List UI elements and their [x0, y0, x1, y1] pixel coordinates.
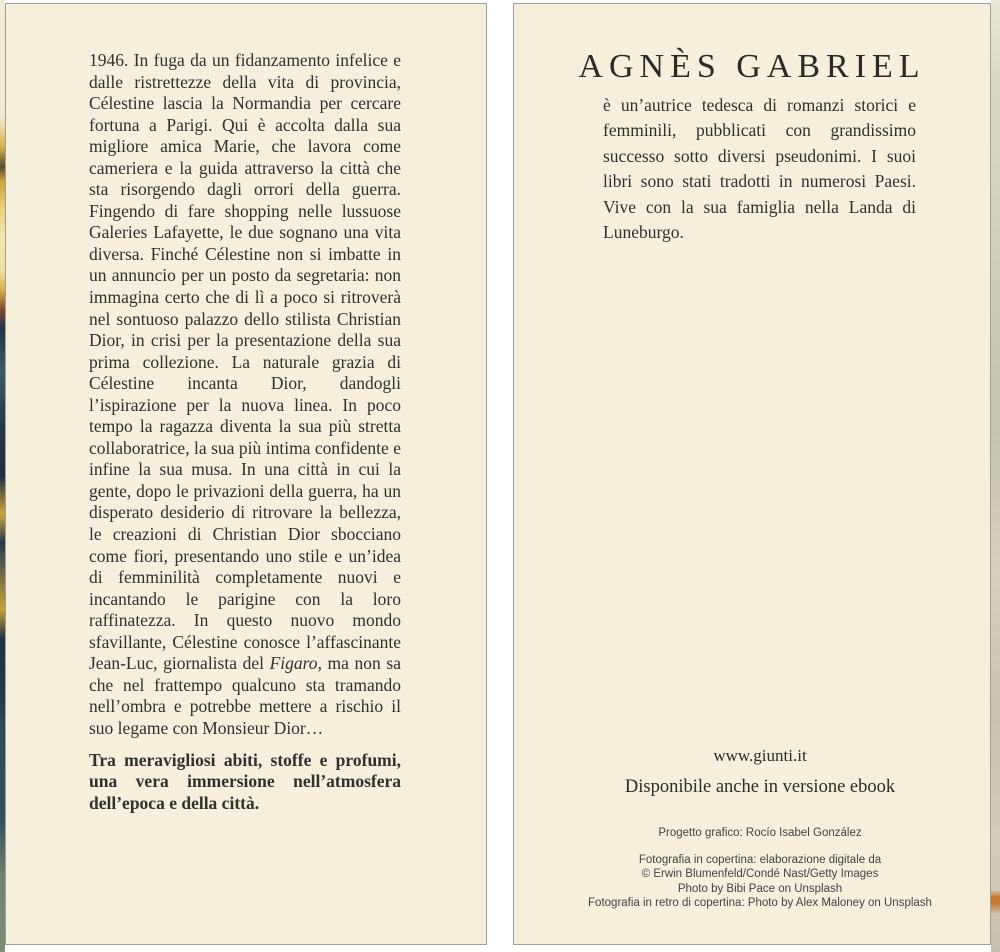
synopsis-highlight-paragraph: Tra meravigliosi abiti, stoffe e profumi, una vera immersione nell’atmosfera dell’epoca e della città. [89, 749, 401, 813]
credit-line-back-cover-photo: Fotografia in retro di copertina: Photo by Alex Maloney on Unsplash [588, 896, 932, 909]
front-flap-panel [5, 3, 487, 945]
synopsis-text-part1: 1946. In fuga da un fidanzamento infelice e dalle ristrettezze della vita di provincia, Célestine lascia la Normandia per cercare fortuna a Parigi. Qui è accolta dalla sua migliore amica Marie, che lavora come cameriera e la guida attraverso la città che sta risorgendo dagli orrori della guerra. Fingendo di fare shopping nelle lussuose Galeries Lafayette, le due sognano una vita diversa. Finché Célestine non si imbatte in un annuncio per un posto da segretaria: non immagina certo che di lì a poco si ritroverà nel sontuoso palazzo dello stilista Christian Dior, in crisi per la presentazione della sua prima collezione. La naturale grazia di Célestine incanta Dior, dandogli l’ispirazione per la nuova linea. In poco tempo la ragazza diventa la sua più stretta collaboratrice, la sua più intima confidente e infine la sua musa. In una città in cui la gente, dopo le privazioni della guerra, ha un disperato desiderio di ritrovare la bellezza, le creazioni di Christian Dior sbocciano come fiori, presentando uno stile e un’idea di femminilità completamente nuovi e incantando le parigine con la loro raffinatezza. In questo nuovo mondo sfavillante, Célestine conosce l’affascinante Jean-Luc, giornalista del [89, 50, 401, 674]
credit-line-graphic-design: Progetto grafico: Rocío Isabel González [658, 827, 862, 839]
back-flap-panel [513, 3, 991, 945]
credit-line-cover-photo-1: Fotografia in copertina: elaborazione digitale da [638, 854, 882, 867]
synopsis-block [89, 50, 401, 814]
author-bio-text: è un’autrice tedesca di romanzi storici e femminili, pubblicati con grandissimo successo sotto diversi pseudonimi. I suoi libri sono stati tradotti in numerosi Paesi. Vive con la sua famiglia nella Landa di Luneburgo. [603, 95, 916, 243]
synopsis-italic-newspaper-title: Figaro [269, 653, 318, 674]
synopsis-paragraph [89, 50, 401, 740]
back-cover-edge-strip [991, 0, 1000, 952]
credit-line-cover-photo-2: © Erwin Blumenfeld/Condé Nast/Getty Images [641, 868, 879, 881]
author-name-heading: AGNÈS GABRIEL [578, 48, 926, 85]
credits-block [534, 826, 986, 910]
credit-line-cover-photo-3: Photo by Bibi Pace on Unsplash [677, 882, 843, 895]
publisher-website-text: www.giunti.it [713, 746, 807, 765]
ebook-availability-note: Disponibile anche in versione ebook [624, 777, 896, 797]
synopsis-text-part2: , ma non sa che nel frattempo qualcuno sta tramando nell’ombra e potrebbe mettere a rischio il suo legame con Monsieur Dior… [89, 653, 401, 738]
